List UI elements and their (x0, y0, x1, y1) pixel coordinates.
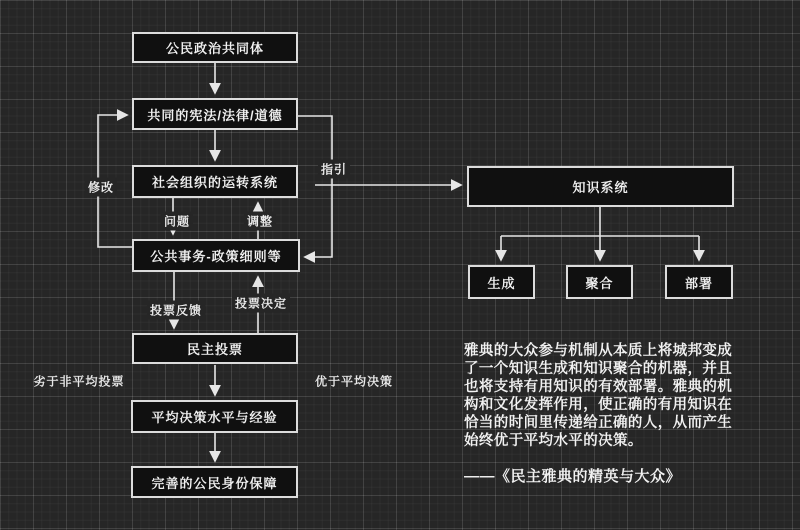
edge-knowledge-tree-trunk (501, 207, 699, 236)
quote-line: 了一个知识生成和知识聚合的机器，并且 (464, 361, 733, 377)
quote-line: 雅典的大众参与机制从本质上将城邦变成 (464, 343, 733, 359)
node-aggregate[interactable]: 聚合 (566, 265, 633, 299)
edge-label-vote-feedback: 投票反馈 (147, 301, 205, 320)
node-generate[interactable]: 生成 (468, 265, 535, 299)
edge-label-adjust: 调整 (244, 212, 276, 231)
node-public-affairs[interactable]: 公共事务-政策细则等 (132, 239, 300, 272)
node-democratic-voting[interactable]: 民主投票 (132, 333, 298, 364)
node-civic-community[interactable]: 公民政治共同体 (132, 32, 298, 63)
node-social-system[interactable]: 社会组织的运转系统 (132, 165, 298, 198)
edge-guide-loop (298, 116, 332, 257)
quote-line: 也将支持有用知识的有效部署。雅典的机 (464, 379, 733, 395)
node-constitution[interactable]: 共同的宪法/法律/道德 (132, 98, 298, 130)
node-average-decision[interactable]: 平均决策水平与经验 (131, 400, 298, 433)
edge-label-modify: 修改 (85, 178, 117, 197)
edge-label-problem: 问题 (161, 212, 193, 231)
edge-label-vote-decision: 投票决定 (232, 294, 290, 313)
node-citizenship[interactable]: 完善的公民身份保障 (131, 466, 298, 498)
node-knowledge-system[interactable]: 知识系统 (467, 166, 734, 207)
quote-citation: ——《民主雅典的精英与大众》 (464, 468, 682, 485)
side-note-superior-decision: 优于平均决策 (314, 374, 394, 389)
quote-line: 恰当的时间里传递给正确的人，从而产生 (464, 415, 733, 431)
node-deploy[interactable]: 部署 (665, 265, 733, 299)
edge-label-guide: 指引 (318, 160, 350, 179)
quote-line: 始终优于平均水平的决策。 (464, 433, 643, 449)
quote-paragraph (464, 342, 764, 450)
quote-line: 构和文化发挥作用，使正确的有用知识在 (464, 397, 733, 413)
side-note-inferior-voting: 劣于非平均投票 (33, 374, 125, 389)
